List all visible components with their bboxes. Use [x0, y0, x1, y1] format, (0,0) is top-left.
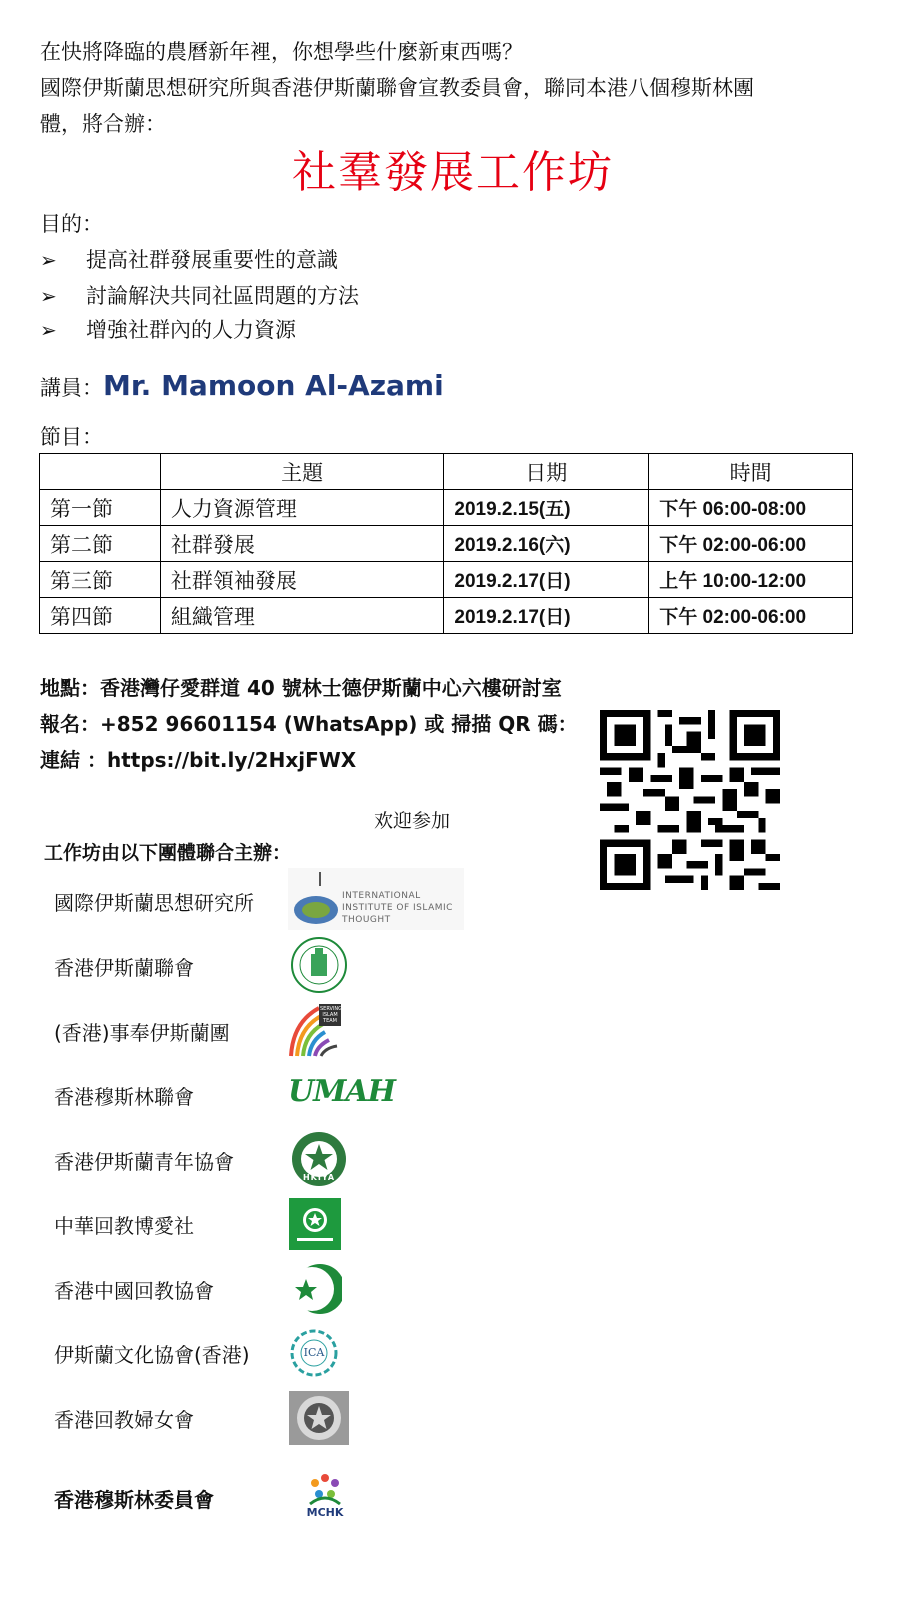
session-cell: 第一節 [40, 490, 161, 526]
date-cell: 2019.2.17(日) [444, 598, 649, 634]
arrow-bullet-icon: ➢ [40, 318, 57, 342]
org-name: 香港穆斯林委員會 [54, 1488, 214, 1512]
org-name: 中華回教博愛社 [54, 1214, 194, 1238]
hkiya-logo-text: HKIYA [302, 1173, 336, 1182]
date-cell: 2019.2.15(五) [444, 490, 649, 526]
time-cell: 下午 06:00-08:00 [649, 490, 853, 526]
purpose-item: ➢ 討論解決共同社區問題的方法 [40, 280, 359, 312]
time-cell: 上午 10:00-12:00 [649, 562, 853, 598]
time-cell: 下午 02:00-06:00 [649, 526, 853, 562]
time-cell: 下午 02:00-06:00 [649, 598, 853, 634]
cohost-label: 工作坊由以下團體聯合主辦： [44, 842, 292, 864]
speaker-label: 講員： [40, 376, 103, 400]
table-row [40, 490, 853, 526]
islamic-union-logo [290, 936, 348, 994]
table-row [40, 526, 853, 562]
org-name: 香港伊斯蘭青年協會 [54, 1150, 234, 1174]
page-title: 社羣發展工作坊 [292, 147, 614, 198]
session-cell: 第三節 [40, 562, 161, 598]
org-name: 香港回教婦女會 [54, 1408, 194, 1432]
mchk-logo [298, 1470, 352, 1526]
schedule-table [39, 453, 853, 634]
venue-text: 地點：香港灣仔愛群道 40 號林士德伊斯蘭中心六樓研討室 [40, 676, 562, 700]
iiit-logo [288, 868, 464, 930]
arrow-bullet-icon: ➢ [40, 248, 57, 272]
welcome-text: 欢迎参加 [374, 810, 451, 832]
chinese-muslim-cultural-logo [289, 1198, 341, 1250]
iiit-logo-text: INTERNATIONAL INSTITUTE OF ISLAMIC THOUGHT [342, 891, 453, 925]
crescent-star-logo [290, 1261, 342, 1317]
topic-cell: 組織管理 [160, 598, 444, 634]
registration-link[interactable]: 連結 ：https://bit.ly/2HxjFWX [40, 748, 357, 772]
intro-line-3: 體，將合辦： [40, 112, 166, 136]
register-text: 報名：+852 96601154 (WhatsApp) 或 掃描 QR 碼： [40, 712, 578, 736]
intro-line-1: 在快將降臨的農曆新年裡，你想學些什麼新東西嗎？ [40, 40, 523, 64]
arrow-bullet-icon: ➢ [40, 284, 57, 308]
session-cell: 第二節 [40, 526, 161, 562]
intro-text [40, 34, 860, 142]
table-header: 時間 [649, 454, 853, 490]
table-row [40, 598, 853, 634]
speaker-name: Mr. Mamoon Al-Azami [103, 369, 444, 402]
org-name: 國際伊斯蘭思想研究所 [54, 891, 254, 915]
intro-line-2: 國際伊斯蘭思想研究所與香港伊斯蘭聯會宣教委員會，聯同本港八個穆斯林團 [40, 76, 754, 100]
qr-code[interactable] [600, 710, 780, 890]
date-cell: 2019.2.16(六) [444, 526, 649, 562]
date-cell: 2019.2.17(日) [444, 562, 649, 598]
session-cell: 第四節 [40, 598, 161, 634]
ica-logo [290, 1328, 338, 1378]
mchk-logo-text: MCHK [306, 1506, 344, 1519]
topic-cell: 社群發展 [160, 526, 444, 562]
table-header [40, 454, 161, 490]
org-name: 香港穆斯林聯會 [54, 1085, 194, 1109]
muslim-womens-logo [289, 1391, 349, 1445]
speaker [40, 366, 444, 408]
topic-cell: 人力資源管理 [160, 490, 444, 526]
purpose-label: 目的： [40, 212, 103, 236]
org-name: 伊斯蘭文化協會(香港) [54, 1343, 250, 1367]
org-name: 香港伊斯蘭聯會 [54, 956, 194, 980]
table-header-row [40, 454, 853, 490]
table-header: 主題 [160, 454, 444, 490]
org-name: (香港)事奉伊斯蘭團 [54, 1021, 230, 1045]
program-label: 節目： [40, 425, 103, 449]
table-row [40, 562, 853, 598]
serving-islam-team-logo [289, 1002, 343, 1058]
umah-logo: UMAH [288, 1074, 395, 1109]
org-name: 香港中國回教協會 [54, 1279, 214, 1303]
ica-logo-text: ICA [303, 1346, 325, 1359]
hkiya-logo [291, 1131, 347, 1187]
purpose-item: ➢ 增強社群內的人力資源 [40, 314, 296, 346]
table-header: 日期 [444, 454, 649, 490]
topic-cell: 社群領袖發展 [160, 562, 444, 598]
purpose-item: ➢ 提高社群發展重要性的意識 [40, 244, 338, 276]
serving-logo-text: SERVING ISLAM TEAM [320, 1006, 343, 1024]
